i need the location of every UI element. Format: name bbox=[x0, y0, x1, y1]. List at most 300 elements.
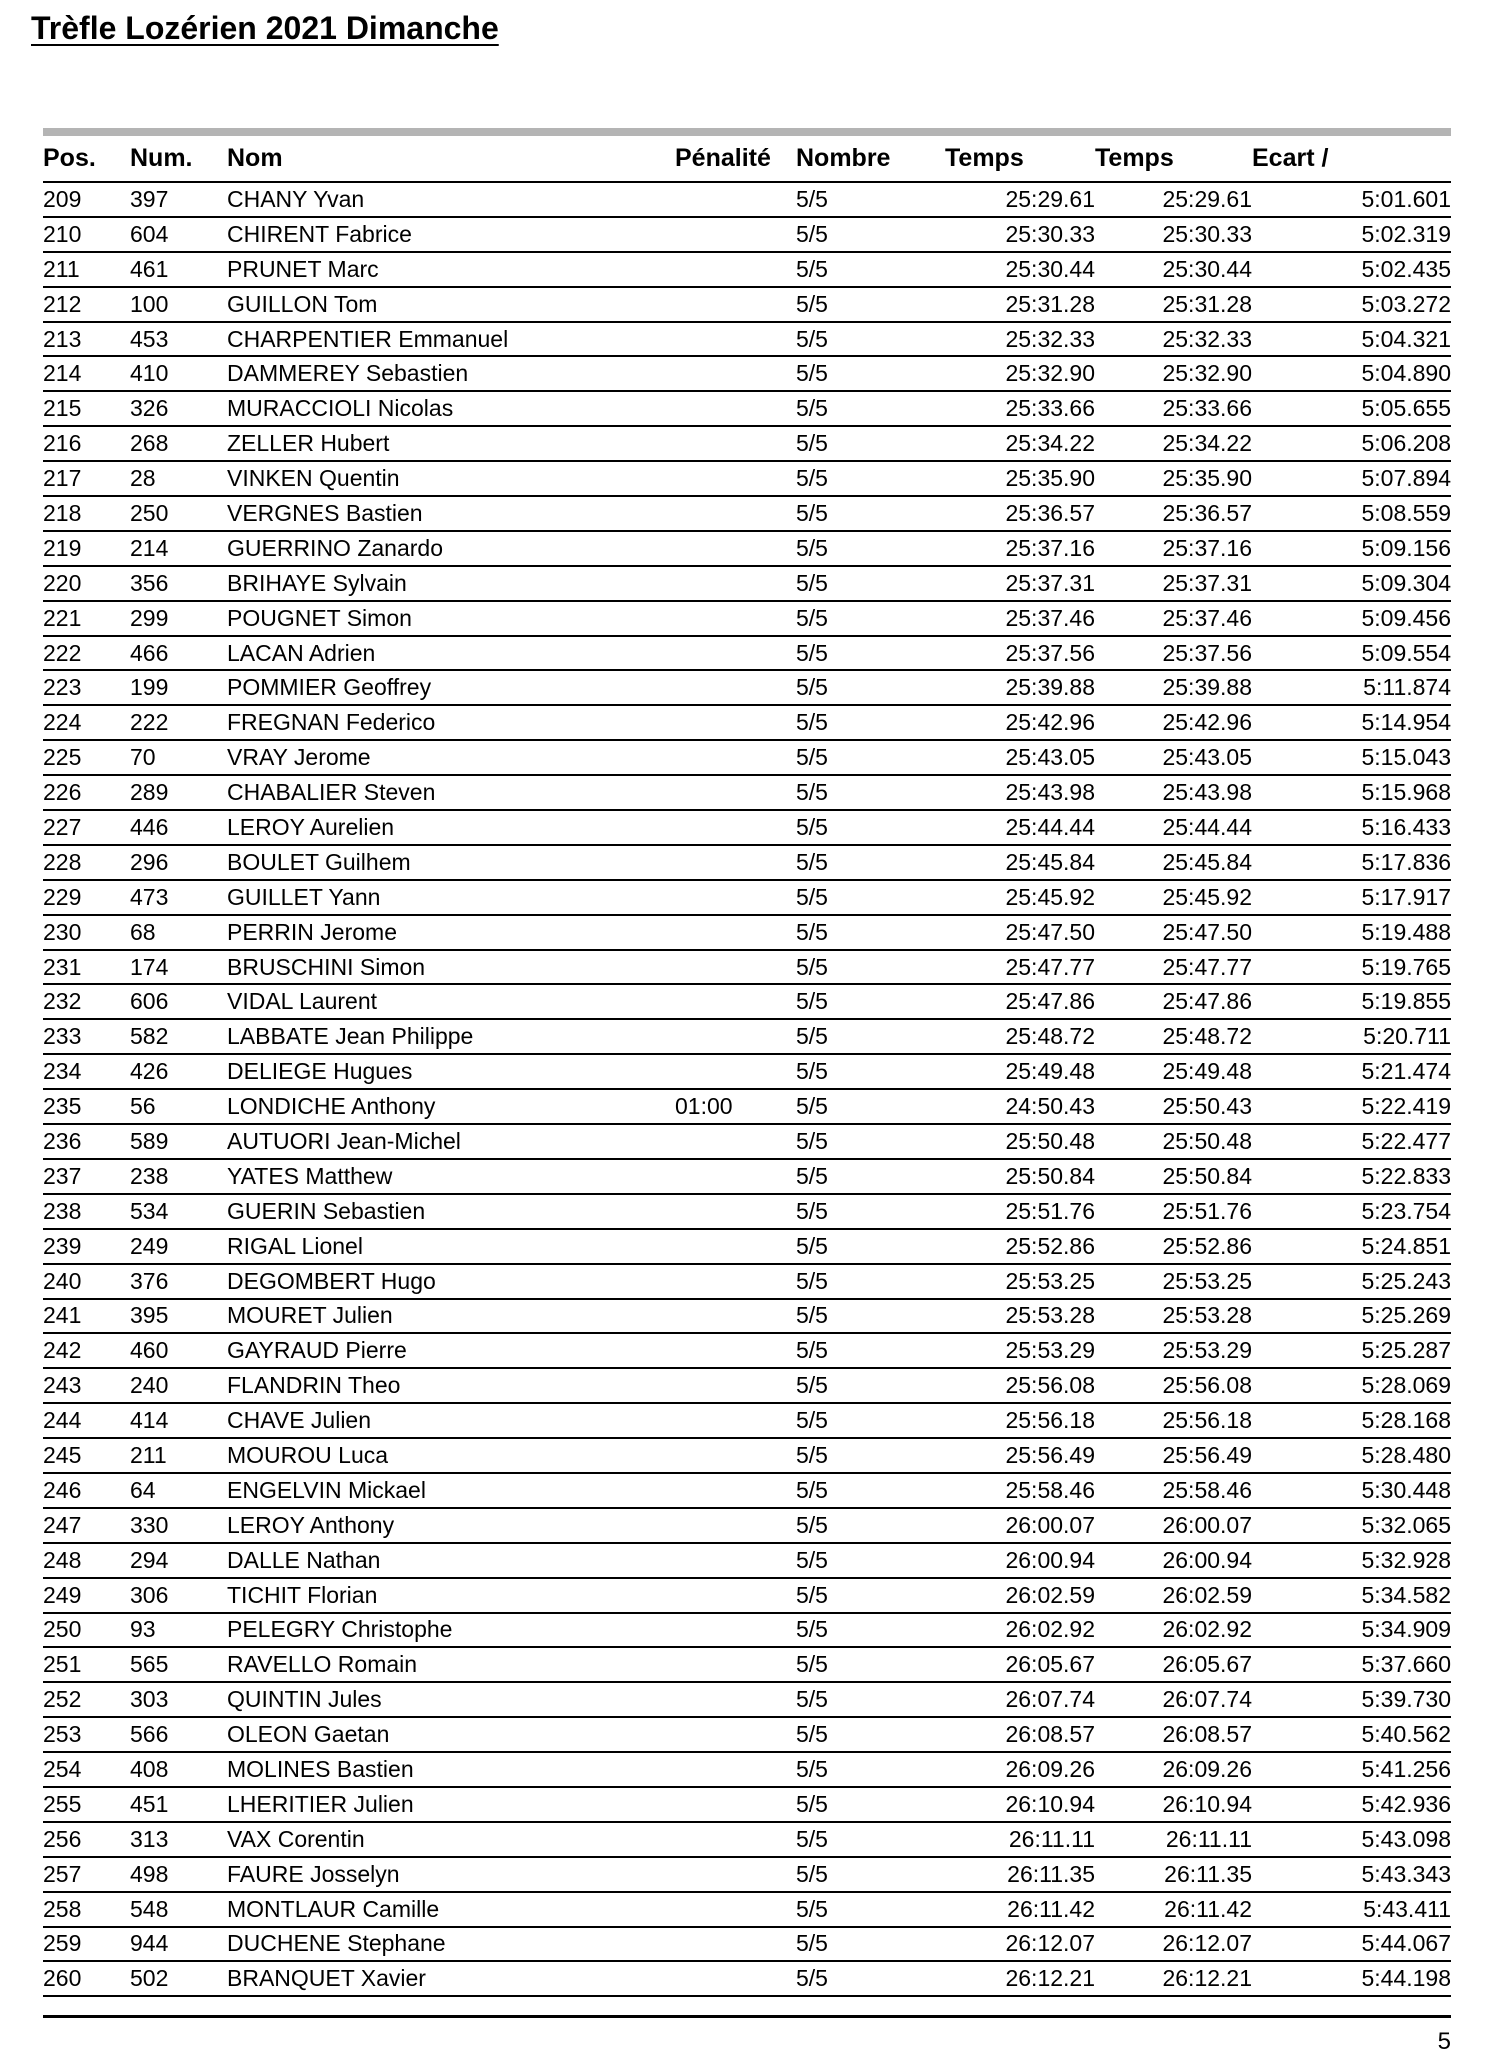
table-row bbox=[43, 1089, 1451, 1124]
cell-name: CHANY Yvan bbox=[227, 182, 675, 217]
cell-time2: 25:58.46 bbox=[1095, 1473, 1252, 1508]
cell-penalty bbox=[675, 1787, 796, 1822]
cell-num: 70 bbox=[130, 740, 227, 775]
cell-penalty bbox=[675, 705, 796, 740]
cell-num: 534 bbox=[130, 1194, 227, 1229]
cell-count: 5/5 bbox=[796, 1438, 945, 1473]
cell-count: 5/5 bbox=[796, 566, 945, 601]
cell-gap: 5:42.936 bbox=[1252, 1787, 1451, 1822]
cell-gap: 5:09.554 bbox=[1252, 636, 1451, 671]
cell-pos: 255 bbox=[43, 1787, 130, 1822]
cell-gap: 5:41.256 bbox=[1252, 1752, 1451, 1787]
cell-count: 5/5 bbox=[796, 1403, 945, 1438]
cell-name: DEGOMBERT Hugo bbox=[227, 1264, 675, 1299]
cell-name: DUCHENE Stephane bbox=[227, 1927, 675, 1962]
cell-penalty bbox=[675, 1857, 796, 1892]
cell-num: 566 bbox=[130, 1717, 227, 1752]
table-row bbox=[43, 426, 1451, 461]
cell-penalty bbox=[675, 775, 796, 810]
cell-time1: 25:42.96 bbox=[945, 705, 1095, 740]
cell-penalty bbox=[675, 915, 796, 950]
cell-count: 5/5 bbox=[796, 601, 945, 636]
cell-gap: 5:02.435 bbox=[1252, 252, 1451, 287]
cell-penalty bbox=[675, 1543, 796, 1578]
cell-num: 565 bbox=[130, 1647, 227, 1682]
cell-time2: 25:36.57 bbox=[1095, 496, 1252, 531]
cell-num: 64 bbox=[130, 1473, 227, 1508]
cell-num: 466 bbox=[130, 636, 227, 671]
cell-time2: 25:37.16 bbox=[1095, 531, 1252, 566]
cell-time1: 25:31.28 bbox=[945, 287, 1095, 322]
cell-time2: 25:32.90 bbox=[1095, 356, 1252, 391]
cell-penalty bbox=[675, 1961, 796, 1996]
cell-time2: 25:51.76 bbox=[1095, 1194, 1252, 1229]
cell-pos: 254 bbox=[43, 1752, 130, 1787]
cell-name: VERGNES Bastien bbox=[227, 496, 675, 531]
cell-gap: 5:01.601 bbox=[1252, 182, 1451, 217]
cell-time2: 25:32.33 bbox=[1095, 322, 1252, 357]
table-row bbox=[43, 810, 1451, 845]
col-header-time1: Temps bbox=[945, 136, 1095, 182]
table-row bbox=[43, 496, 1451, 531]
cell-time1: 25:30.44 bbox=[945, 252, 1095, 287]
cell-time2: 25:50.84 bbox=[1095, 1159, 1252, 1194]
cell-num: 356 bbox=[130, 566, 227, 601]
cell-penalty bbox=[675, 1822, 796, 1857]
cell-penalty bbox=[675, 1264, 796, 1299]
cell-pos: 251 bbox=[43, 1647, 130, 1682]
cell-penalty bbox=[675, 1368, 796, 1403]
table-row bbox=[43, 1299, 1451, 1334]
cell-pos: 211 bbox=[43, 252, 130, 287]
table-row bbox=[43, 356, 1451, 391]
cell-penalty bbox=[675, 426, 796, 461]
cell-count: 5/5 bbox=[796, 1054, 945, 1089]
table-row bbox=[43, 1368, 1451, 1403]
cell-gap: 5:21.474 bbox=[1252, 1054, 1451, 1089]
cell-count: 5/5 bbox=[796, 1578, 945, 1613]
cell-count: 5/5 bbox=[796, 531, 945, 566]
cell-time1: 26:11.35 bbox=[945, 1857, 1095, 1892]
cell-gap: 5:15.043 bbox=[1252, 740, 1451, 775]
cell-num: 604 bbox=[130, 217, 227, 252]
cell-pos: 241 bbox=[43, 1299, 130, 1334]
cell-time2: 26:12.07 bbox=[1095, 1927, 1252, 1962]
cell-count: 5/5 bbox=[796, 1368, 945, 1403]
cell-time2: 26:02.92 bbox=[1095, 1613, 1252, 1648]
cell-time2: 25:56.18 bbox=[1095, 1403, 1252, 1438]
cell-time2: 26:12.21 bbox=[1095, 1961, 1252, 1996]
cell-count: 5/5 bbox=[796, 252, 945, 287]
cell-name: MURACCIOLI Nicolas bbox=[227, 391, 675, 426]
cell-penalty bbox=[675, 566, 796, 601]
cell-time2: 26:11.42 bbox=[1095, 1892, 1252, 1927]
cell-penalty bbox=[675, 391, 796, 426]
cell-num: 303 bbox=[130, 1682, 227, 1717]
cell-name: GUILLON Tom bbox=[227, 287, 675, 322]
cell-time1: 25:43.98 bbox=[945, 775, 1095, 810]
cell-num: 376 bbox=[130, 1264, 227, 1299]
table-bottom-rule bbox=[43, 2015, 1451, 2018]
cell-time2: 25:56.08 bbox=[1095, 1368, 1252, 1403]
table-row bbox=[43, 984, 1451, 1019]
cell-pos: 213 bbox=[43, 322, 130, 357]
cell-time2: 25:53.29 bbox=[1095, 1333, 1252, 1368]
cell-count: 5/5 bbox=[796, 705, 945, 740]
cell-gap: 5:15.968 bbox=[1252, 775, 1451, 810]
cell-count: 5/5 bbox=[796, 845, 945, 880]
cell-penalty bbox=[675, 322, 796, 357]
cell-count: 5/5 bbox=[796, 1822, 945, 1857]
cell-count: 5/5 bbox=[796, 287, 945, 322]
cell-time1: 25:36.57 bbox=[945, 496, 1095, 531]
col-header-gap: Ecart / bbox=[1252, 136, 1451, 182]
cell-time1: 26:02.59 bbox=[945, 1578, 1095, 1613]
cell-pos: 221 bbox=[43, 601, 130, 636]
cell-name: YATES Matthew bbox=[227, 1159, 675, 1194]
cell-gap: 5:02.319 bbox=[1252, 217, 1451, 252]
cell-num: 461 bbox=[130, 252, 227, 287]
table-row bbox=[43, 845, 1451, 880]
cell-name: RIGAL Lionel bbox=[227, 1229, 675, 1264]
cell-name: GUERIN Sebastien bbox=[227, 1194, 675, 1229]
table-row bbox=[43, 1752, 1451, 1787]
table-row bbox=[43, 775, 1451, 810]
cell-gap: 5:44.198 bbox=[1252, 1961, 1451, 1996]
table-row bbox=[43, 740, 1451, 775]
cell-num: 68 bbox=[130, 915, 227, 950]
cell-gap: 5:28.168 bbox=[1252, 1403, 1451, 1438]
cell-pos: 235 bbox=[43, 1089, 130, 1124]
cell-count: 5/5 bbox=[796, 1857, 945, 1892]
cell-penalty: 01:00 bbox=[675, 1089, 796, 1124]
cell-name: GUILLET Yann bbox=[227, 880, 675, 915]
cell-name: LACAN Adrien bbox=[227, 636, 675, 671]
cell-pos: 257 bbox=[43, 1857, 130, 1892]
table-row bbox=[43, 1333, 1451, 1368]
cell-pos: 243 bbox=[43, 1368, 130, 1403]
cell-pos: 244 bbox=[43, 1403, 130, 1438]
cell-count: 5/5 bbox=[796, 1124, 945, 1159]
table-row bbox=[43, 1054, 1451, 1089]
cell-name: PELEGRY Christophe bbox=[227, 1613, 675, 1648]
cell-time2: 25:53.25 bbox=[1095, 1264, 1252, 1299]
cell-gap: 5:04.890 bbox=[1252, 356, 1451, 391]
cell-name: FAURE Josselyn bbox=[227, 1857, 675, 1892]
cell-gap: 5:19.488 bbox=[1252, 915, 1451, 950]
cell-time1: 25:30.33 bbox=[945, 217, 1095, 252]
cell-name: PERRIN Jerome bbox=[227, 915, 675, 950]
table-row bbox=[43, 1019, 1451, 1054]
cell-count: 5/5 bbox=[796, 356, 945, 391]
cell-time2: 25:31.28 bbox=[1095, 287, 1252, 322]
cell-name: OLEON Gaetan bbox=[227, 1717, 675, 1752]
cell-time2: 25:50.43 bbox=[1095, 1089, 1252, 1124]
cell-num: 330 bbox=[130, 1508, 227, 1543]
cell-pos: 248 bbox=[43, 1543, 130, 1578]
cell-time1: 25:56.49 bbox=[945, 1438, 1095, 1473]
cell-time1: 25:52.86 bbox=[945, 1229, 1095, 1264]
cell-penalty bbox=[675, 1927, 796, 1962]
cell-pos: 209 bbox=[43, 182, 130, 217]
cell-pos: 217 bbox=[43, 461, 130, 496]
cell-count: 5/5 bbox=[796, 1717, 945, 1752]
table-row bbox=[43, 1403, 1451, 1438]
cell-pos: 227 bbox=[43, 810, 130, 845]
cell-pos: 246 bbox=[43, 1473, 130, 1508]
cell-time1: 26:08.57 bbox=[945, 1717, 1095, 1752]
cell-pos: 242 bbox=[43, 1333, 130, 1368]
cell-time1: 25:37.46 bbox=[945, 601, 1095, 636]
cell-pos: 212 bbox=[43, 287, 130, 322]
cell-gap: 5:25.287 bbox=[1252, 1333, 1451, 1368]
cell-gap: 5:43.343 bbox=[1252, 1857, 1451, 1892]
table-row bbox=[43, 1961, 1451, 1996]
table-row bbox=[43, 1822, 1451, 1857]
cell-name: BRIHAYE Sylvain bbox=[227, 566, 675, 601]
cell-name: MONTLAUR Camille bbox=[227, 1892, 675, 1927]
cell-num: 944 bbox=[130, 1927, 227, 1962]
cell-penalty bbox=[675, 461, 796, 496]
cell-time2: 26:07.74 bbox=[1095, 1682, 1252, 1717]
cell-num: 446 bbox=[130, 810, 227, 845]
cell-count: 5/5 bbox=[796, 1752, 945, 1787]
cell-time1: 25:33.66 bbox=[945, 391, 1095, 426]
cell-gap: 5:09.304 bbox=[1252, 566, 1451, 601]
cell-penalty bbox=[675, 810, 796, 845]
table-row bbox=[43, 217, 1451, 252]
cell-time2: 25:30.33 bbox=[1095, 217, 1252, 252]
cell-gap: 5:06.208 bbox=[1252, 426, 1451, 461]
cell-name: DELIEGE Hugues bbox=[227, 1054, 675, 1089]
cell-time2: 26:05.67 bbox=[1095, 1647, 1252, 1682]
cell-num: 306 bbox=[130, 1578, 227, 1613]
table-row bbox=[43, 531, 1451, 566]
cell-num: 473 bbox=[130, 880, 227, 915]
cell-time1: 25:48.72 bbox=[945, 1019, 1095, 1054]
cell-penalty bbox=[675, 1333, 796, 1368]
cell-pos: 258 bbox=[43, 1892, 130, 1927]
cell-num: 395 bbox=[130, 1299, 227, 1334]
cell-time1: 24:50.43 bbox=[945, 1089, 1095, 1124]
cell-time1: 26:00.07 bbox=[945, 1508, 1095, 1543]
cell-name: PRUNET Marc bbox=[227, 252, 675, 287]
cell-num: 397 bbox=[130, 182, 227, 217]
table-row bbox=[43, 1508, 1451, 1543]
cell-penalty bbox=[675, 1613, 796, 1648]
cell-pos: 249 bbox=[43, 1578, 130, 1613]
cell-time2: 25:43.98 bbox=[1095, 775, 1252, 810]
cell-time1: 25:37.31 bbox=[945, 566, 1095, 601]
cell-time2: 25:47.77 bbox=[1095, 950, 1252, 985]
cell-name: GAYRAUD Pierre bbox=[227, 1333, 675, 1368]
cell-name: BRANQUET Xavier bbox=[227, 1961, 675, 1996]
cell-count: 5/5 bbox=[796, 1787, 945, 1822]
cell-gap: 5:05.655 bbox=[1252, 391, 1451, 426]
cell-time2: 25:45.92 bbox=[1095, 880, 1252, 915]
cell-pos: 219 bbox=[43, 531, 130, 566]
cell-gap: 5:25.269 bbox=[1252, 1299, 1451, 1334]
cell-pos: 210 bbox=[43, 217, 130, 252]
cell-count: 5/5 bbox=[796, 1647, 945, 1682]
cell-count: 5/5 bbox=[796, 1927, 945, 1962]
cell-time1: 25:43.05 bbox=[945, 740, 1095, 775]
cell-count: 5/5 bbox=[796, 461, 945, 496]
cell-num: 582 bbox=[130, 1019, 227, 1054]
cell-gap: 5:09.156 bbox=[1252, 531, 1451, 566]
cell-gap: 5:11.874 bbox=[1252, 670, 1451, 705]
cell-pos: 239 bbox=[43, 1229, 130, 1264]
cell-time1: 26:02.92 bbox=[945, 1613, 1095, 1648]
cell-num: 410 bbox=[130, 356, 227, 391]
cell-count: 5/5 bbox=[796, 775, 945, 810]
table-row bbox=[43, 1229, 1451, 1264]
cell-pos: 226 bbox=[43, 775, 130, 810]
cell-name: GUERRINO Zanardo bbox=[227, 531, 675, 566]
cell-count: 5/5 bbox=[796, 636, 945, 671]
cell-count: 5/5 bbox=[796, 740, 945, 775]
table-row bbox=[43, 1578, 1451, 1613]
cell-num: 606 bbox=[130, 984, 227, 1019]
page-title: Trèfle Lozérien 2021 Dimanche bbox=[31, 10, 499, 46]
cell-pos: 215 bbox=[43, 391, 130, 426]
cell-count: 5/5 bbox=[796, 391, 945, 426]
cell-gap: 5:28.480 bbox=[1252, 1438, 1451, 1473]
table-row bbox=[43, 601, 1451, 636]
cell-pos: 216 bbox=[43, 426, 130, 461]
cell-penalty bbox=[675, 1578, 796, 1613]
cell-time2: 26:02.59 bbox=[1095, 1578, 1252, 1613]
cell-pos: 252 bbox=[43, 1682, 130, 1717]
cell-penalty bbox=[675, 1892, 796, 1927]
cell-time2: 25:33.66 bbox=[1095, 391, 1252, 426]
cell-count: 5/5 bbox=[796, 984, 945, 1019]
cell-time2: 26:11.35 bbox=[1095, 1857, 1252, 1892]
table-row bbox=[43, 636, 1451, 671]
cell-penalty bbox=[675, 1508, 796, 1543]
cell-time2: 25:37.46 bbox=[1095, 601, 1252, 636]
cell-gap: 5:22.477 bbox=[1252, 1124, 1451, 1159]
cell-pos: 260 bbox=[43, 1961, 130, 1996]
cell-time1: 25:58.46 bbox=[945, 1473, 1095, 1508]
table-row bbox=[43, 252, 1451, 287]
cell-pos: 230 bbox=[43, 915, 130, 950]
cell-time1: 25:39.88 bbox=[945, 670, 1095, 705]
cell-time1: 25:32.33 bbox=[945, 322, 1095, 357]
col-header-pos: Pos. bbox=[43, 136, 130, 182]
cell-time1: 25:45.92 bbox=[945, 880, 1095, 915]
cell-count: 5/5 bbox=[796, 217, 945, 252]
cell-gap: 5:34.582 bbox=[1252, 1578, 1451, 1613]
cell-gap: 5:23.754 bbox=[1252, 1194, 1451, 1229]
cell-pos: 218 bbox=[43, 496, 130, 531]
cell-pos: 225 bbox=[43, 740, 130, 775]
table-row bbox=[43, 1543, 1451, 1578]
cell-count: 5/5 bbox=[796, 880, 945, 915]
cell-penalty bbox=[675, 1473, 796, 1508]
cell-num: 589 bbox=[130, 1124, 227, 1159]
cell-gap: 5:20.711 bbox=[1252, 1019, 1451, 1054]
table-row bbox=[43, 880, 1451, 915]
cell-pos: 245 bbox=[43, 1438, 130, 1473]
cell-count: 5/5 bbox=[796, 670, 945, 705]
table-row bbox=[43, 391, 1451, 426]
table-row bbox=[43, 1787, 1451, 1822]
cell-time1: 25:49.48 bbox=[945, 1054, 1095, 1089]
cell-num: 313 bbox=[130, 1822, 227, 1857]
cell-num: 93 bbox=[130, 1613, 227, 1648]
cell-time1: 25:47.50 bbox=[945, 915, 1095, 950]
cell-penalty bbox=[675, 1159, 796, 1194]
cell-pos: 232 bbox=[43, 984, 130, 1019]
cell-time1: 25:53.29 bbox=[945, 1333, 1095, 1368]
cell-gap: 5:17.836 bbox=[1252, 845, 1451, 880]
cell-time2: 26:00.94 bbox=[1095, 1543, 1252, 1578]
cell-name: TICHIT Florian bbox=[227, 1578, 675, 1613]
cell-pos: 220 bbox=[43, 566, 130, 601]
cell-num: 408 bbox=[130, 1752, 227, 1787]
cell-gap: 5:19.855 bbox=[1252, 984, 1451, 1019]
cell-time1: 26:12.07 bbox=[945, 1927, 1095, 1962]
header-row bbox=[43, 136, 1451, 182]
cell-time1: 25:56.18 bbox=[945, 1403, 1095, 1438]
cell-num: 460 bbox=[130, 1333, 227, 1368]
cell-name: CHIRENT Fabrice bbox=[227, 217, 675, 252]
cell-time2: 26:10.94 bbox=[1095, 1787, 1252, 1822]
cell-count: 5/5 bbox=[796, 1229, 945, 1264]
cell-time1: 25:37.56 bbox=[945, 636, 1095, 671]
col-header-count: Nombre bbox=[796, 136, 945, 182]
cell-gap: 5:22.419 bbox=[1252, 1089, 1451, 1124]
cell-time1: 26:09.26 bbox=[945, 1752, 1095, 1787]
cell-gap: 5:28.069 bbox=[1252, 1368, 1451, 1403]
cell-penalty bbox=[675, 1194, 796, 1229]
cell-time1: 25:51.76 bbox=[945, 1194, 1095, 1229]
cell-num: 268 bbox=[130, 426, 227, 461]
cell-time2: 25:48.72 bbox=[1095, 1019, 1252, 1054]
cell-name: CHARPENTIER Emmanuel bbox=[227, 322, 675, 357]
cell-time2: 25:42.96 bbox=[1095, 705, 1252, 740]
table-row bbox=[43, 705, 1451, 740]
cell-count: 5/5 bbox=[796, 1508, 945, 1543]
table-row bbox=[43, 950, 1451, 985]
col-header-name: Nom bbox=[227, 136, 675, 182]
table-row bbox=[43, 1438, 1451, 1473]
cell-pos: 214 bbox=[43, 356, 130, 391]
cell-penalty bbox=[675, 636, 796, 671]
cell-penalty bbox=[675, 1682, 796, 1717]
cell-name: LHERITIER Julien bbox=[227, 1787, 675, 1822]
cell-pos: 231 bbox=[43, 950, 130, 985]
cell-num: 453 bbox=[130, 322, 227, 357]
cell-time1: 26:07.74 bbox=[945, 1682, 1095, 1717]
cell-pos: 240 bbox=[43, 1264, 130, 1299]
table-row bbox=[43, 461, 1451, 496]
cell-gap: 5:34.909 bbox=[1252, 1613, 1451, 1648]
table-row bbox=[43, 1717, 1451, 1752]
cell-pos: 236 bbox=[43, 1124, 130, 1159]
cell-gap: 5:19.765 bbox=[1252, 950, 1451, 985]
cell-pos: 234 bbox=[43, 1054, 130, 1089]
cell-num: 250 bbox=[130, 496, 227, 531]
cell-penalty bbox=[675, 287, 796, 322]
cell-penalty bbox=[675, 496, 796, 531]
cell-time1: 25:35.90 bbox=[945, 461, 1095, 496]
cell-name: VIDAL Laurent bbox=[227, 984, 675, 1019]
cell-num: 299 bbox=[130, 601, 227, 636]
cell-num: 56 bbox=[130, 1089, 227, 1124]
col-header-time2: Temps bbox=[1095, 136, 1252, 182]
